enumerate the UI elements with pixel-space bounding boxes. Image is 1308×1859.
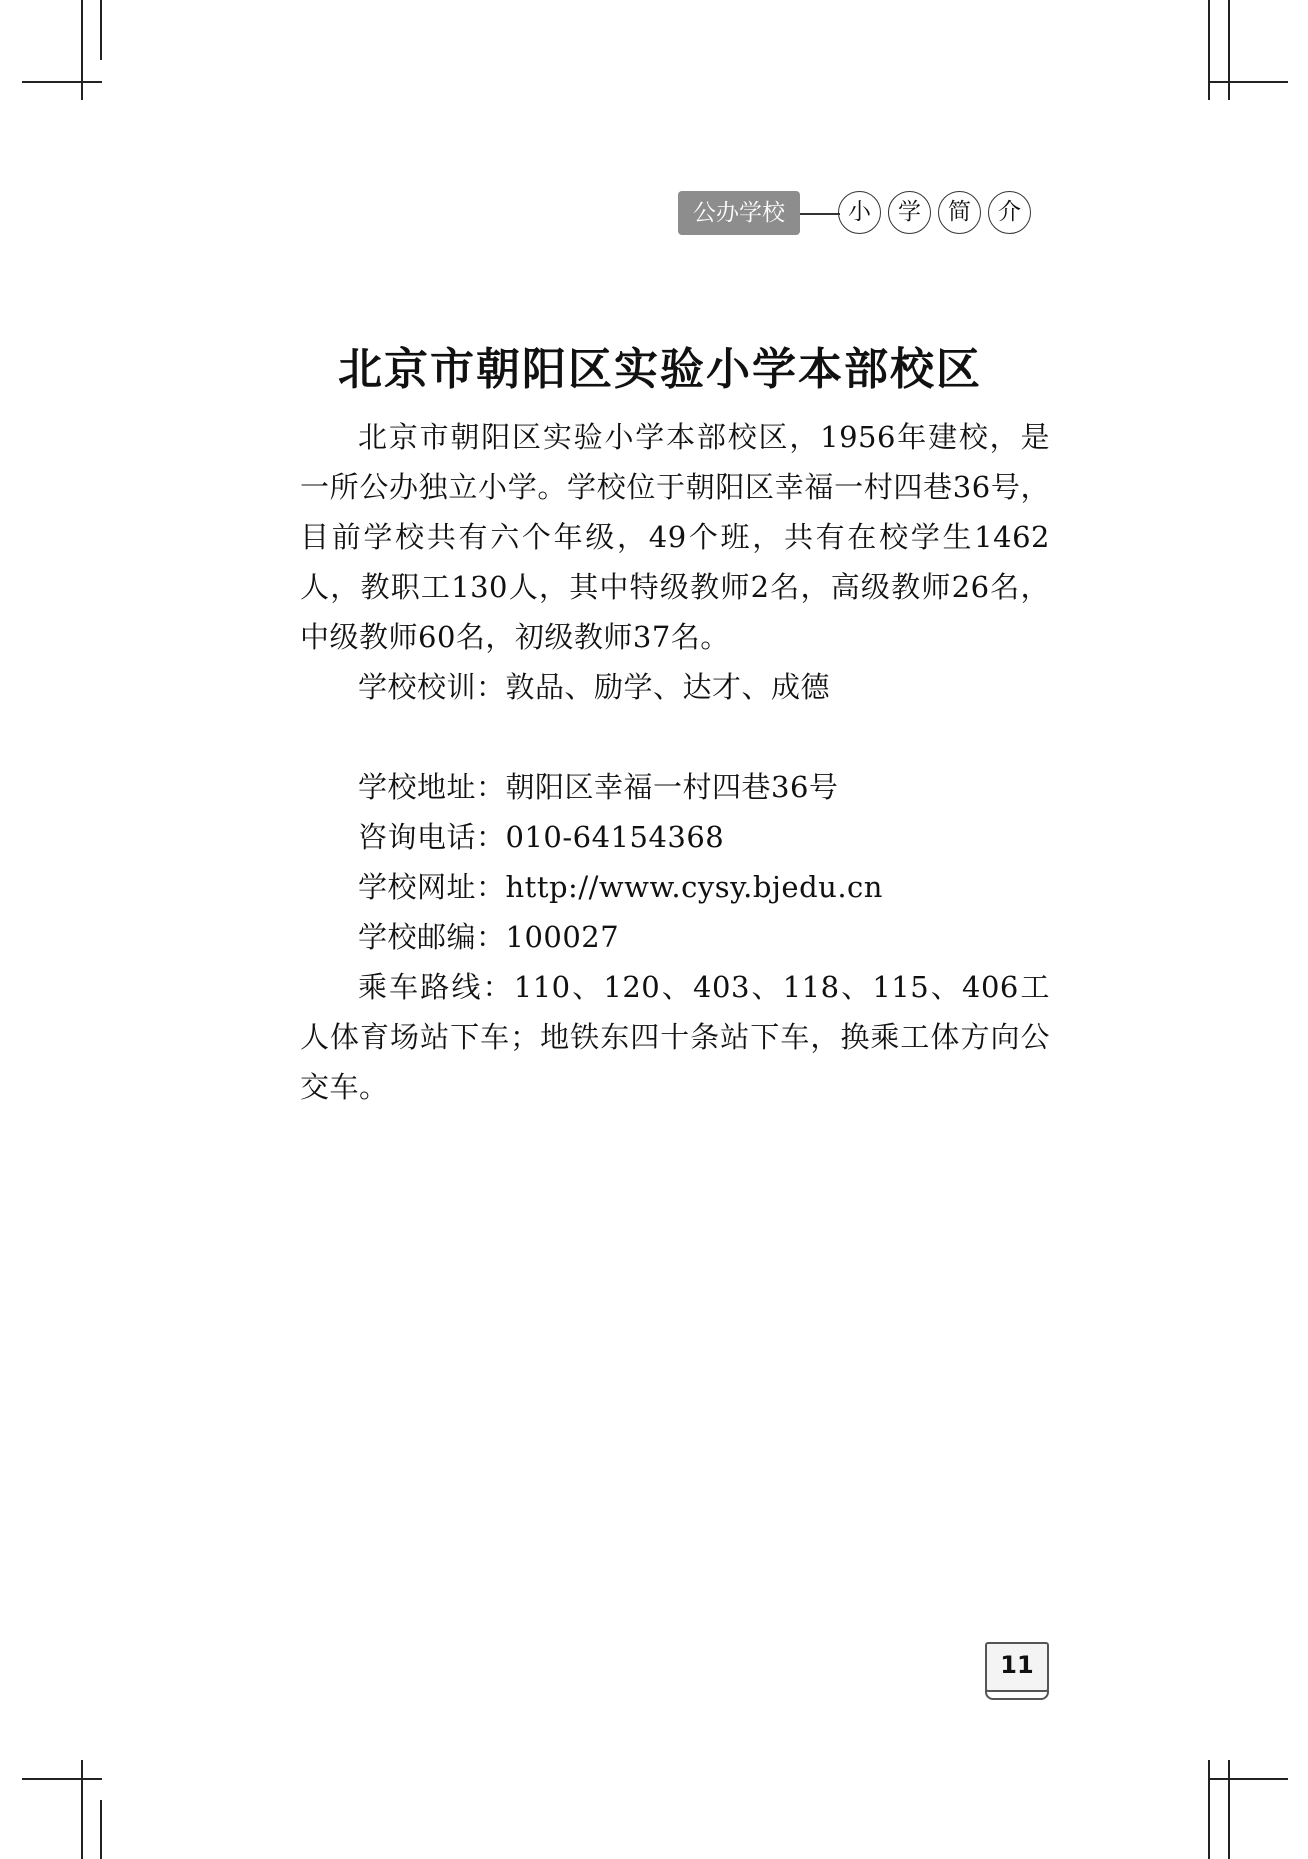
motto-paragraph: 学校校训：敦品、励学、达才、成德 — [358, 670, 831, 704]
section-char: 介 — [988, 191, 1031, 234]
transit-paragraph: 乘车路线：110、120、403、118、115、406工人体育场站下车；地铁东四十条站下车，换乘工体方向公交车。 — [300, 970, 1050, 1104]
crop-mark — [100, 1800, 102, 1859]
crop-mark — [81, 1760, 83, 1859]
crop-mark — [1208, 1778, 1288, 1780]
page-number: 11 — [985, 1642, 1049, 1692]
crop-mark — [81, 0, 83, 100]
crop-mark — [22, 81, 102, 83]
section-char: 学 — [888, 191, 931, 234]
crop-mark — [1228, 0, 1230, 100]
phone-line: 咨询电话：010-64154368 — [358, 820, 725, 854]
crop-mark — [1228, 1760, 1230, 1859]
crop-mark — [100, 0, 102, 60]
crop-mark — [1208, 81, 1288, 83]
website-line: 学校网址：http://www.cysy.bjedu.cn — [358, 870, 883, 904]
header-connector-line — [800, 213, 840, 215]
crop-mark — [1208, 1760, 1210, 1859]
address-line: 学校地址：朝阳区幸福一村四巷36号 — [358, 770, 839, 804]
running-header — [678, 191, 1043, 235]
section-title — [838, 191, 1031, 234]
category-tag: 公办学校 — [678, 191, 800, 235]
section-char: 小 — [838, 191, 881, 234]
section-char: 简 — [938, 191, 981, 234]
crop-mark — [1208, 0, 1210, 100]
postcode-line: 学校邮编：100027 — [358, 920, 620, 954]
paragraph-spacer — [300, 712, 1050, 762]
article-body — [300, 412, 1050, 1112]
page-title: 北京市朝阳区实验小学本部校区 — [338, 344, 982, 395]
crop-mark — [22, 1778, 102, 1780]
intro-paragraph: 北京市朝阳区实验小学本部校区，1956年建校，是一所公办独立小学。学校位于朝阳区幸福一村四巷36号，目前学校共有六个年级，49个班，共有在校学生1462人，教职工130人，其中特级教师2名，高级教师26名，中级教师60名，初级教师37名。 — [300, 420, 1050, 654]
